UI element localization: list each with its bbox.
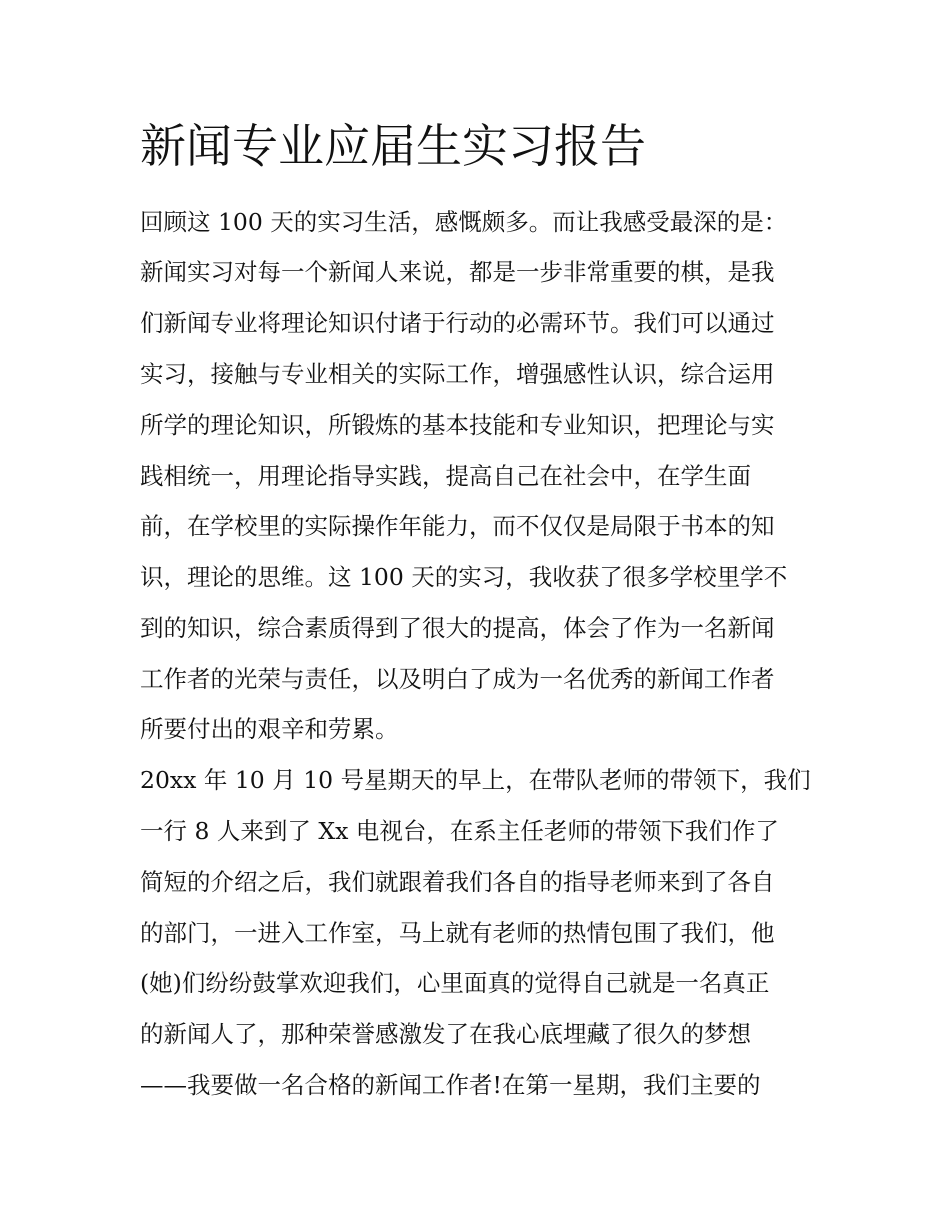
paragraph-line: 实习，接触与专业相关的实际工作，增强感性认识，综合运用: [140, 360, 775, 388]
paragraph-line: 回顾这 100 天的实习生活，感慨颇多。而让我感受最深的是：: [140, 208, 788, 236]
paragraph-line: 20xx 年 10 月 10 号星期天的早上，在带队老师的带领下，我们: [140, 766, 811, 794]
paragraph-line: 识，理论的思维。这 100 天的实习，我收获了很多学校里学不: [140, 563, 788, 591]
paragraph-line: 前，在学校里的实际操作年能力，而不仅仅是局限于书本的知: [140, 512, 775, 540]
document-title: 新闻专业应届生实习报告: [140, 119, 646, 173]
paragraph-line: 到的知识，综合素质得到了很大的提高，体会了作为一名新闻: [140, 614, 775, 642]
paragraph-line: ——我要做一名合格的新闻工作者!在第一星期，我们主要的: [140, 1071, 761, 1099]
paragraph-line: 一行 8 人来到了 Xx 电视台，在系主任老师的带领下我们作了: [140, 817, 779, 845]
paragraph-line: 的新闻人了，那种荣誉感激发了在我心底埋藏了很久的梦想: [140, 1020, 751, 1048]
paragraph-line: 践相统一，用理论指导实践，提高自己在社会中，在学生面: [140, 462, 751, 490]
paragraph-line: 们新闻专业将理论知识付诸于行动的必需环节。我们可以通过: [140, 309, 775, 337]
paragraph-line: (她)们纷纷鼓掌欢迎我们，心里面真的觉得自己就是一名真正: [140, 969, 770, 997]
paragraph-line: 简短的介绍之后，我们就跟着我们各自的指导老师来到了各自: [140, 868, 775, 896]
paragraph-line: 新闻实习对每一个新闻人来说，都是一步非常重要的棋，是我: [140, 258, 775, 286]
paragraph-line: 所要付出的艰辛和劳累。: [140, 715, 399, 743]
paragraph-line: 工作者的光荣与责任，以及明白了成为一名优秀的新闻工作者: [140, 665, 775, 693]
paragraph-line: 的部门，一进入工作室，马上就有老师的热情包围了我们，他: [140, 919, 775, 947]
paragraph-line: 所学的理论知识，所锻炼的基本技能和专业知识，把理论与实: [140, 411, 775, 439]
